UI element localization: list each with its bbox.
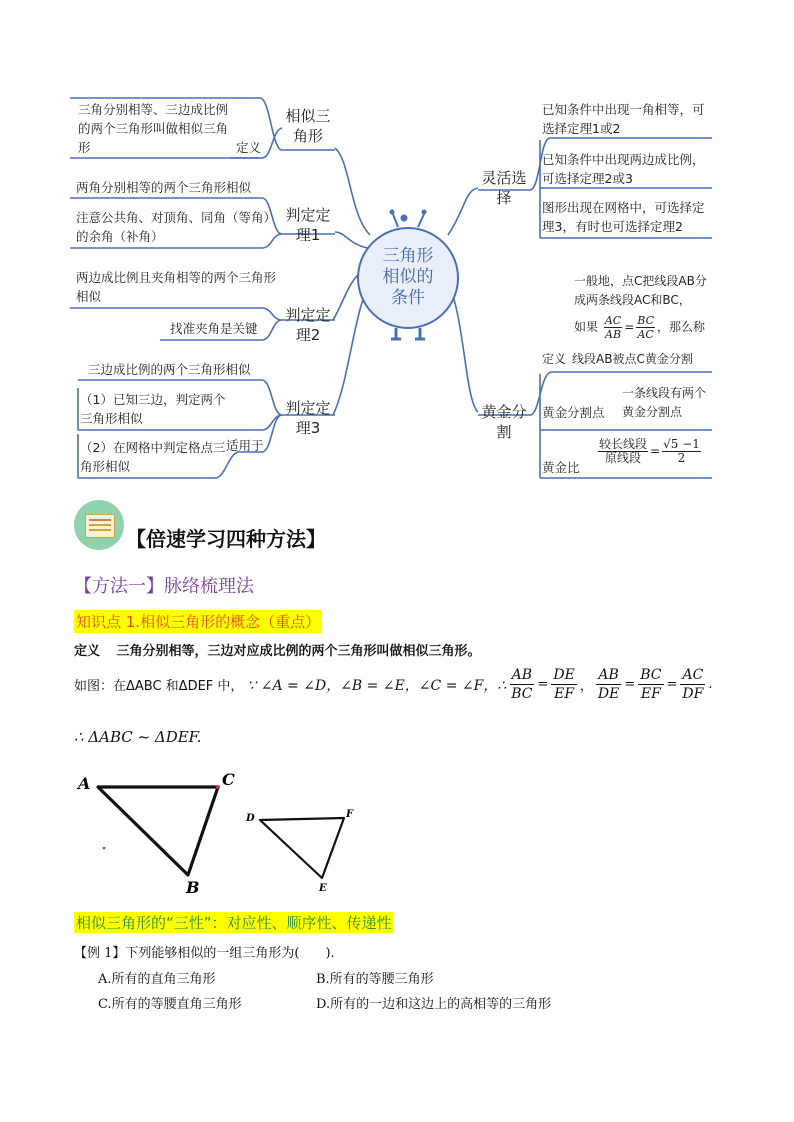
ratio-bc-ef-num: BC — [640, 667, 662, 683]
knowledge-point-1: 知识点 1.相似三角形的概念（重点） — [74, 610, 322, 633]
similar-definition-text: 三角分别相等、三边成比例的两个三角形叫做相似三角形 — [78, 102, 229, 155]
ratio-ab-de — [596, 666, 621, 703]
golden-ratio-value-den: 2 — [677, 451, 686, 465]
golden-ratio-value-num: √5 −1 — [663, 437, 700, 451]
label-d: D — [246, 813, 255, 824]
ratio-ab-de-den: DE — [597, 686, 620, 702]
ratio-ab-bc — [509, 666, 534, 703]
example-formula-line: 如图：在ΔABC 和ΔDEF 中， ∵ ∠A = ∠D，∠B = ∠E，∠C = ∠F，∴ $\frac{AB}{BC}$ = $\frac{DE}{EF}$ ， $\frac{AB}{DE}$ = $\frac{BC}{EF}$ = $\frac{AC}{DF}$ . — [74, 667, 713, 702]
ratio-ab-bc-den: BC — [511, 686, 533, 702]
node-similar-triangles: 相似三角形 — [285, 107, 331, 145]
golden-fraction-1-num: AC — [604, 314, 622, 327]
theorem1-statement: 两角分别相等的两个三角形相似 — [76, 180, 252, 195]
label-c: C — [222, 770, 235, 789]
node-theorem-2: 判定定理2 — [285, 306, 331, 344]
ratio-ab-de-num: AB — [598, 667, 619, 683]
example-1-option-b: B.所有的等腰三角形 — [316, 972, 434, 987]
theorem3-case-tag: 适用于 — [226, 438, 264, 453]
theorem2-note: 找准夹角是关键 — [170, 321, 258, 336]
example-1-option-a: A.所有的直角三角形 — [98, 972, 216, 987]
golden-fraction-1 — [604, 314, 622, 341]
ratio-bc-ef-den: EF — [640, 686, 661, 702]
ratio-bc-ef — [638, 666, 663, 703]
golden-definition-tag: 定义 — [542, 352, 567, 366]
golden-fraction-2-num: BC — [637, 314, 654, 327]
document-icon — [85, 514, 115, 538]
method-one-heading: 【方法一】脉络梳理法 — [74, 576, 254, 597]
label-b: B — [186, 878, 200, 897]
theorem2-statement: 两边成比例且夹角相等的两个三角形相似 — [76, 270, 277, 304]
ratio-de-ef — [551, 666, 576, 703]
definition-text: 三角分别相等，三边对应成比例的两个三角形叫做相似三角形。 — [116, 644, 481, 659]
theorem3-case-2: （2）在网格中判定格点三角形相似 — [80, 440, 226, 474]
ratio-ac-df-den: DF — [682, 686, 704, 702]
label-a: A — [78, 774, 91, 793]
triangle-figure — [60, 765, 380, 900]
golden-fraction-1-den: AB — [605, 328, 622, 341]
golden-definition-intro: 一般地，点C把线段AB分成两条线段AC和BC， — [574, 274, 707, 307]
golden-fraction-2 — [636, 314, 655, 341]
golden-ratio-prefix: 如果 — [574, 320, 599, 334]
theorem3-statement: 三边成比例的两个三角形相似 — [88, 362, 251, 377]
label-f: F — [346, 809, 354, 820]
flexible-item-2: 已知条件中出现两边成比例，可选择定理2或3 — [542, 152, 705, 186]
example-1-stem: 【例 1】下列能够相似的一组三角形为( ). — [74, 946, 335, 961]
flexible-item-1: 已知条件中出现一角相等，可选择定理1或2 — [542, 102, 705, 136]
section-title: 【倍速学习四种方法】 — [126, 527, 326, 551]
angle-conditions: ∵ ∠A = ∠D，∠B = ∠E，∠C = ∠F，∴ — [247, 677, 507, 694]
similarity-conclusion: ∴ ΔABC ~ ΔDEF. — [74, 728, 202, 746]
ratio-de-ef-den: EF — [554, 686, 575, 702]
golden-ratio-den: 原线段 — [605, 451, 642, 465]
triangle-def — [260, 818, 344, 878]
flexible-item-3: 图形出现在网格中，可选择定理3，有时也可选择定理2 — [542, 200, 705, 234]
triangle-abc — [98, 787, 218, 875]
ratio-de-ef-num: DE — [553, 667, 575, 683]
theorem1-note: 注意公共角、对顶角、同角（等角）的余角（补角） — [76, 210, 270, 244]
ratio-ab-bc-num: AB — [511, 667, 533, 683]
mindmap-center-node: 三角形相似的条件 — [382, 246, 434, 308]
ratio-ac-df-num: AC — [682, 667, 704, 683]
section-icon — [74, 500, 124, 550]
theorem3-case-1: （1）已知三边，判定两个三角形相似 — [80, 392, 226, 426]
label-e: E — [319, 883, 327, 894]
golden-ratio-tag: 黄金比 — [542, 460, 580, 475]
example-1-option-d: D.所有的一边和这边上的高相等的三角形 — [316, 997, 552, 1012]
golden-fraction-2-den: AC — [637, 328, 654, 341]
golden-ratio-fraction — [598, 438, 648, 465]
golden-point-text: 一条线段有两个黄金分割点 — [622, 386, 707, 419]
golden-ratio-num: 较长线段 — [599, 437, 648, 451]
golden-ratio-suffix: ，那么称 — [657, 320, 706, 334]
three-properties: 相似三角形的“三性”：对应性、顺序性、传递性 — [76, 914, 392, 932]
node-golden-section: 黄金分割 — [481, 403, 527, 441]
node-flexible-choice: 灵活选择 — [481, 169, 527, 207]
ratio-ac-df — [680, 666, 705, 703]
node-theorem-3: 判定定理3 — [285, 399, 331, 437]
golden-ratio-formula: 较长线段 原线段 = $\frac{√5 -1}{2}$ — [599, 437, 700, 465]
definition-line — [74, 640, 481, 659]
example-intro: 如图：在ΔABC 和ΔDEF 中， — [74, 679, 244, 694]
golden-ratio-value — [662, 438, 701, 465]
golden-definition-tail: 线段AB被点C黄金分割 — [572, 352, 693, 366]
example-1-option-c: C.所有的等腰直角三角形 — [98, 997, 242, 1012]
golden-definition-ratio: 如果 $\frac{AC}{AB}$ = $\frac{BC}{AC}$ ，那么称 — [574, 314, 706, 341]
golden-point-tag: 黄金分割点 — [542, 405, 605, 420]
node-theorem-1: 判定定理1 — [285, 206, 331, 244]
definition-tag: 定义 — [74, 644, 101, 659]
similar-definition-tag: 定义 — [236, 140, 262, 155]
